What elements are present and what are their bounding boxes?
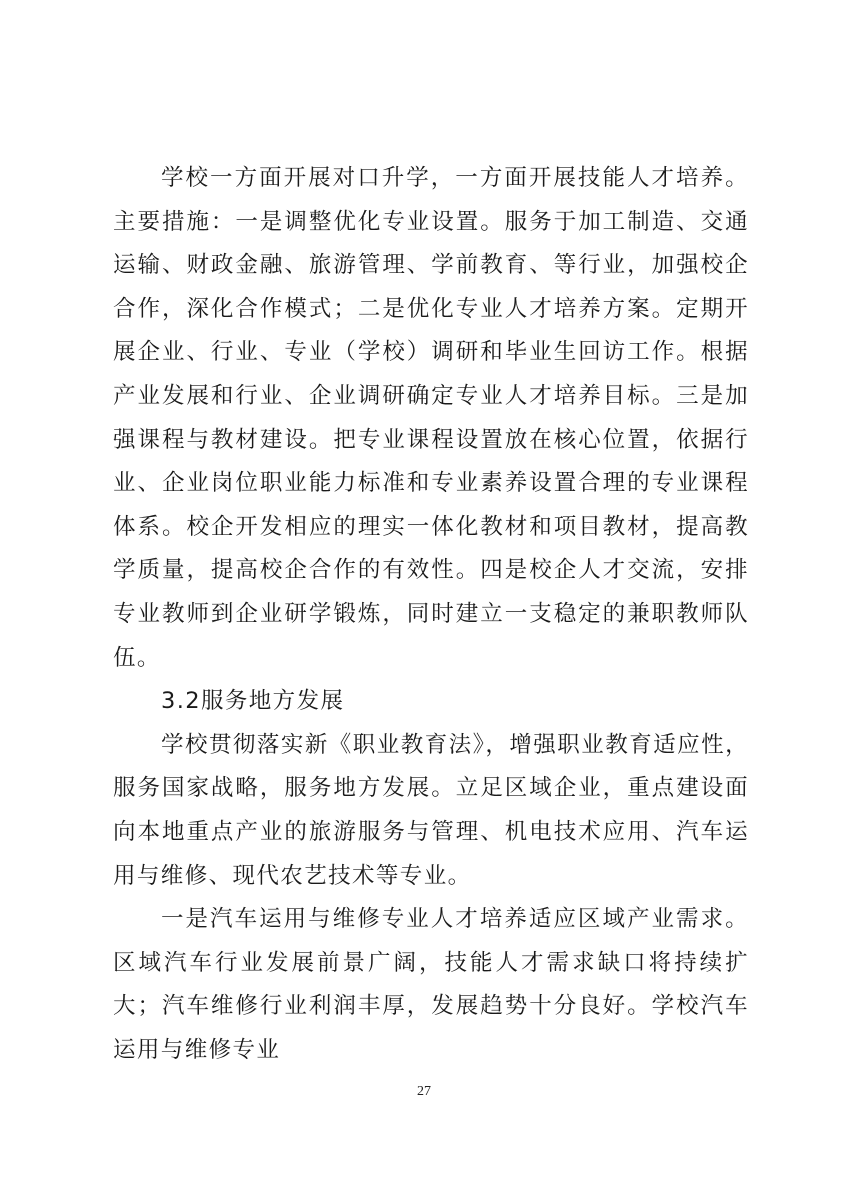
page-number: 27	[417, 1084, 431, 1099]
paragraph-auto-repair: 一是汽车运用与维修专业人才培养适应区域产业需求。区域汽车行业发展前景广阔，技能人才需求缺口将持续扩大；汽车维修行业利润丰厚，发展趋势十分良好。学校汽车运用与维修专业	[113, 906, 749, 1063]
paragraph-local-development: 学校贯彻落实新《职业教育法》，增强职业教育适应性，服务国家战略，服务地方发展。立足区域企业，重点建设面向本地重点产业的旅游服务与管理、机电技术应用、汽车运用与维修、现代农艺技术等专业。	[113, 731, 749, 889]
body-text	[113, 157, 749, 1072]
section-heading: 3.2服务地方发展	[161, 688, 345, 715]
paragraph-measures: 学校一方面开展对口升学，一方面开展技能人才培养。主要措施：一是调整优化专业设置。服务于加工制造、交通运输、财政金融、旅游管理、学前教育、等行业，加强校企合作，深化合作模式；二是优化专业人才培养方案。定期开展企业、行业、专业（学校）调研和毕业生回访工作。根据产业发展和行业、企业调研确定专业人才培养目标。三是加强课程与教材建设。把专业课程设置放在核心位置，依据行业、企业岗位职业能力标准和专业素养设置合理的专业课程体系。校企开发相应的理实一体化教材和项目教材，提高教学质量，提高校企合作的有效性。四是校企人才交流，安排专业教师到企业研学锻炼，同时建立一支稳定的兼职教师队伍。	[113, 165, 749, 671]
